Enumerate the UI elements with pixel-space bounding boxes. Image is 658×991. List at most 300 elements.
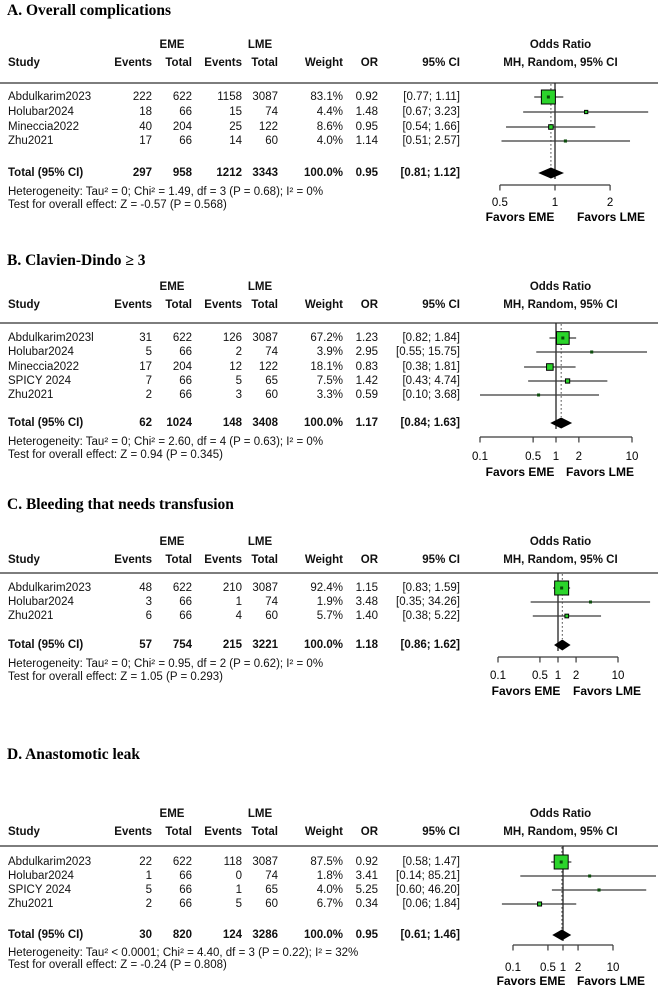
col-weight: Weight [304, 299, 343, 311]
ci-interval: [0.61; 1.46] [400, 929, 460, 941]
or-value: 5.25 [355, 884, 378, 896]
eme-events: 18 [139, 106, 152, 118]
eme-events: 48 [139, 582, 152, 594]
pooled-diamond [554, 640, 571, 651]
or-value: 0.92 [355, 856, 378, 868]
eme-total: 66 [179, 135, 192, 147]
col-study: Study [8, 826, 40, 838]
lme-total: 3087 [252, 582, 278, 594]
col-lme-events: Events [204, 57, 242, 69]
col-or: OR [360, 57, 378, 69]
forest-plot-graph [463, 490, 658, 730]
favors-left-label: Favors EME [485, 465, 555, 479]
lme-total: 3087 [252, 91, 278, 103]
axis-tick-label: 0.5 [525, 451, 542, 463]
eme-total: 958 [172, 167, 192, 179]
plot-header-measure: Odds Ratio [529, 808, 592, 820]
total-row [8, 416, 460, 430]
weight: 100.0% [303, 639, 343, 651]
study-name: Holubar2024 [8, 596, 74, 608]
lme-events: 0 [235, 870, 242, 882]
eme-events: 62 [139, 417, 152, 429]
lme-total: 74 [265, 870, 278, 882]
lme-events: 1 [235, 884, 242, 896]
study-row-holubar2024 [8, 345, 460, 359]
overall-effect-note: Test for overall effect: Z = 1.05 (P = 0.293) [8, 671, 223, 683]
effect-square-mineccia2022 [549, 125, 554, 130]
lme-total: 3087 [252, 332, 278, 344]
eme-total: 754 [172, 639, 192, 651]
pooled-diamond [538, 168, 564, 179]
pooled-diamond [552, 930, 571, 941]
eme-total: 66 [179, 870, 192, 882]
eme-events: 30 [139, 929, 152, 941]
study-name: Holubar2024 [8, 346, 74, 358]
log-axis [498, 657, 618, 663]
lme-total: 60 [265, 610, 278, 622]
panel-bleeding-transfusion [0, 490, 658, 730]
or-value: 2.95 [355, 346, 378, 358]
or-value: 1.14 [355, 135, 378, 147]
ci-interval: [0.67; 3.23] [402, 106, 460, 118]
eme-total: 204 [172, 121, 192, 133]
axis-tick-label: 1 [551, 197, 559, 209]
column-header-row [8, 553, 460, 567]
eme-events: 22 [139, 856, 152, 868]
or-value: 0.95 [355, 121, 378, 133]
study-row-zhu2021 [8, 897, 460, 911]
col-weight: Weight [304, 554, 343, 566]
col-study: Study [8, 299, 40, 311]
col-study: Study [8, 57, 40, 69]
col-eme-total: Total [165, 57, 192, 69]
eme-total: 66 [179, 389, 192, 401]
lme-events: 2 [235, 346, 242, 358]
effect-square-holubar2024 [589, 601, 592, 604]
col-ci: 95% CI [422, 57, 460, 69]
ci-interval: [0.51; 2.57] [402, 135, 460, 147]
point-estimate-dot [560, 587, 563, 590]
study-name: Holubar2024 [8, 870, 74, 882]
group-header-lme: LME [247, 39, 273, 51]
study-name: Abdulkarim2023 [8, 856, 92, 868]
effect-square-holubar2024 [585, 110, 588, 113]
panel-title: A. Overall complications [7, 2, 172, 19]
log-axis [513, 945, 613, 951]
eme-total: 66 [179, 346, 192, 358]
lme-total: 74 [265, 106, 278, 118]
lme-total: 60 [265, 389, 278, 401]
point-estimate-dot [547, 96, 550, 99]
eme-total: 622 [172, 91, 192, 103]
plot-header-model: MH, Random, 95% CI [503, 826, 618, 838]
eme-total: 622 [172, 582, 192, 594]
study-row-mineccia2022 [8, 360, 460, 374]
ci-interval: [0.84; 1.63] [400, 417, 460, 429]
axis-tick-label: 0.1 [490, 670, 506, 682]
lme-events: 15 [229, 106, 242, 118]
study-name: Zhu2021 [8, 389, 54, 401]
axis-tick-label: 2 [606, 197, 614, 209]
lme-events: 5 [235, 375, 242, 387]
weight: 100.0% [303, 167, 343, 179]
lme-total: 60 [265, 898, 278, 910]
eme-total: 66 [179, 596, 192, 608]
axis-tick-label: 0.5 [539, 962, 556, 974]
col-eme-total: Total [165, 826, 192, 838]
lme-events: 4 [235, 610, 242, 622]
weight: 6.7% [316, 898, 343, 910]
panel-clavien-dindo [0, 248, 658, 490]
ci-interval: [0.58; 1.47] [402, 856, 460, 868]
lme-total: 65 [265, 884, 278, 896]
col-lme-events: Events [204, 554, 242, 566]
study-row-spicy-2024 [8, 374, 460, 388]
study-name: Total (95% CI) [8, 929, 84, 941]
lme-events: 14 [229, 135, 242, 147]
col-or: OR [360, 554, 378, 566]
eme-total: 66 [179, 898, 192, 910]
eme-total: 1024 [166, 417, 192, 429]
ci-interval: [0.86; 1.62] [400, 639, 460, 651]
ci-interval: [0.77; 1.11] [403, 91, 460, 103]
or-value: 0.59 [355, 389, 378, 401]
eme-total: 622 [172, 332, 192, 344]
axis-tick-label: 0.5 [531, 670, 548, 682]
eme-events: 2 [145, 389, 152, 401]
lme-total: 65 [265, 375, 278, 387]
group-header-eme: EME [159, 536, 185, 548]
lme-events: 1212 [216, 167, 242, 179]
study-name: Abdulkarim2023 [8, 91, 92, 103]
lme-events: 25 [229, 121, 242, 133]
lme-total: 3286 [252, 929, 278, 941]
study-name: Holubar2024 [8, 106, 74, 118]
effect-square-holubar2024 [588, 875, 591, 878]
total-row [8, 166, 460, 180]
or-value: 0.83 [355, 361, 378, 373]
lme-events: 124 [222, 929, 242, 941]
group-header-lme: LME [247, 281, 273, 293]
log-axis [500, 185, 610, 191]
heterogeneity-note: Heterogeneity: Tau² = 0; Chi² = 2.60, df = 4 (P = 0.63); I² = 0% [8, 436, 324, 448]
or-value: 1.40 [355, 610, 378, 622]
study-row-holubar2024 [8, 105, 460, 119]
forest-plot-graph [463, 730, 658, 991]
study-name: Mineccia2022 [8, 121, 79, 133]
effect-square-zhu2021 [564, 139, 567, 142]
or-value: 3.48 [355, 596, 378, 608]
weight: 1.9% [316, 596, 343, 608]
axis-tick-label: 2 [575, 451, 583, 463]
lme-total: 122 [258, 361, 278, 373]
overall-effect-note: Test for overall effect: Z = -0.24 (P = 0.808) [8, 959, 227, 971]
col-eme-total: Total [165, 299, 192, 311]
col-eme-events: Events [114, 554, 152, 566]
weight: 4.0% [316, 884, 343, 896]
or-value: 0.95 [355, 167, 378, 179]
group-header-eme: EME [159, 281, 185, 293]
plot-header-measure: Odds Ratio [529, 281, 592, 293]
axis-tick-label: 2 [574, 962, 582, 974]
favors-left-label: Favors EME [496, 974, 566, 988]
or-value: 3.41 [355, 870, 378, 882]
col-eme-total: Total [165, 554, 192, 566]
eme-events: 57 [139, 639, 152, 651]
col-or: OR [360, 826, 378, 838]
study-row-spicy-2024 [8, 883, 460, 897]
weight: 83.1% [310, 91, 343, 103]
eme-total: 66 [179, 610, 192, 622]
lme-total: 3408 [252, 417, 278, 429]
lme-total: 74 [265, 596, 278, 608]
point-estimate-dot [561, 337, 564, 340]
ci-interval: [0.38; 5.22] [402, 610, 460, 622]
axis-tick-label: 0.1 [505, 962, 521, 974]
ci-interval: [0.82; 1.84] [402, 332, 460, 344]
eme-events: 5 [145, 884, 152, 896]
weight: 92.4% [310, 582, 343, 594]
point-estimate-dot [560, 861, 563, 864]
weight: 87.5% [310, 856, 343, 868]
or-value: 0.92 [355, 91, 378, 103]
lme-events: 215 [222, 639, 242, 651]
lme-total: 74 [265, 346, 278, 358]
lme-events: 148 [222, 417, 242, 429]
lme-events: 118 [223, 856, 242, 868]
col-eme-events: Events [114, 57, 152, 69]
column-header-row [8, 825, 460, 839]
study-row-abdulkarim2023l [8, 331, 460, 345]
total-row [8, 638, 460, 652]
total-row [8, 928, 460, 942]
eme-total: 66 [179, 884, 192, 896]
eme-events: 17 [139, 361, 152, 373]
weight: 67.2% [310, 332, 343, 344]
ci-interval: [0.35; 34.26] [396, 596, 460, 608]
weight: 4.4% [316, 106, 343, 118]
panel-title: C. Bleeding that needs transfusion [7, 496, 234, 513]
col-eme-events: Events [114, 299, 152, 311]
group-header-lme: LME [247, 808, 273, 820]
effect-square-spicy-2024 [597, 888, 600, 891]
panel-overall-complications [0, 0, 658, 248]
heterogeneity-note: Heterogeneity: Tau² = 0; Chi² = 1.49, df = 3 (P = 0.68); I² = 0% [8, 186, 324, 198]
study-name: Abdulkarim2023l [8, 332, 94, 344]
col-ci: 95% CI [422, 826, 460, 838]
study-name: Zhu2021 [8, 610, 54, 622]
weight: 4.0% [316, 135, 343, 147]
weight: 7.5% [316, 375, 343, 387]
eme-events: 5 [145, 346, 152, 358]
axis-tick-label: 10 [625, 451, 639, 463]
col-lme-total: Total [251, 554, 278, 566]
eme-events: 297 [132, 167, 152, 179]
effect-square-mineccia2022 [547, 364, 554, 371]
col-lme-total: Total [251, 826, 278, 838]
eme-total: 820 [172, 929, 192, 941]
col-or: OR [360, 299, 378, 311]
study-row-holubar2024 [8, 869, 460, 883]
col-eme-events: Events [114, 826, 152, 838]
ci-interval: [0.55; 15.75] [396, 346, 460, 358]
lme-events: 126 [222, 332, 242, 344]
ci-interval: [0.14; 85.21] [396, 870, 460, 882]
favors-right-label: Favors LME [572, 684, 642, 698]
effect-square-spicy-2024 [565, 379, 569, 383]
eme-events: 1 [145, 870, 152, 882]
weight: 3.9% [316, 346, 343, 358]
group-header-eme: EME [159, 39, 185, 51]
or-value: 1.15 [355, 582, 378, 594]
eme-total: 622 [172, 856, 192, 868]
study-row-abdulkarim2023 [8, 855, 460, 869]
overall-effect-note: Test for overall effect: Z = 0.94 (P = 0.345) [8, 449, 223, 461]
axis-tick-label: 10 [606, 962, 620, 974]
study-row-abdulkarim2023 [8, 581, 460, 595]
ci-interval: [0.83; 1.59] [402, 582, 460, 594]
study-row-mineccia2022 [8, 120, 460, 134]
plot-header-model: MH, Random, 95% CI [503, 554, 618, 566]
study-row-holubar2024 [8, 595, 460, 609]
eme-total: 66 [179, 106, 192, 118]
study-name: SPICY 2024 [8, 375, 72, 387]
pooled-diamond [550, 418, 572, 429]
favors-right-label: Favors LME [576, 974, 646, 988]
lme-events: 210 [222, 582, 242, 594]
effect-square-zhu2021 [538, 902, 542, 906]
plot-header-measure: Odds Ratio [529, 39, 592, 51]
column-header-row [8, 56, 460, 70]
or-value: 1.42 [355, 375, 378, 387]
axis-tick-label: 10 [611, 670, 625, 682]
favors-right-label: Favors LME [576, 210, 646, 224]
eme-events: 2 [145, 898, 152, 910]
effect-square-holubar2024 [590, 350, 593, 353]
or-value: 0.34 [355, 898, 378, 910]
weight: 1.8% [316, 870, 343, 882]
ci-interval: [0.43; 4.74] [402, 375, 460, 387]
study-name: Abdulkarim2023 [8, 582, 92, 594]
ci-interval: [0.06; 1.84] [402, 898, 460, 910]
panel-title: D. Anastomotic leak [7, 746, 141, 763]
favors-left-label: Favors EME [491, 684, 561, 698]
col-lme-total: Total [251, 299, 278, 311]
study-row-zhu2021 [8, 134, 460, 148]
col-weight: Weight [304, 57, 343, 69]
eme-events: 17 [139, 135, 152, 147]
eme-events: 6 [145, 610, 152, 622]
study-name: Zhu2021 [8, 898, 54, 910]
study-name: Total (95% CI) [8, 167, 84, 179]
panel-anastomotic-leak [0, 730, 658, 991]
heterogeneity-note: Heterogeneity: Tau² = 0; Chi² = 0.95, df = 2 (P = 0.62); I² = 0% [8, 658, 324, 670]
weight: 5.7% [316, 610, 343, 622]
col-study: Study [8, 554, 40, 566]
panel-title: B. Clavien-Dindo ≥ 3 [7, 252, 146, 269]
or-value: 1.48 [355, 106, 378, 118]
ci-interval: [0.54; 1.66] [402, 121, 460, 133]
eme-events: 222 [132, 91, 152, 103]
eme-events: 3 [145, 596, 152, 608]
study-row-zhu2021 [8, 388, 460, 402]
eme-events: 40 [139, 121, 152, 133]
lme-events: 1 [235, 596, 242, 608]
axis-tick-label: 1 [552, 451, 560, 463]
eme-events: 31 [139, 332, 152, 344]
eme-total: 66 [179, 375, 192, 387]
col-lme-events: Events [204, 826, 242, 838]
axis-tick-label: 1 [554, 670, 562, 682]
or-value: 1.17 [355, 417, 378, 429]
or-value: 1.18 [355, 639, 378, 651]
ci-interval: [0.81; 1.12] [400, 167, 460, 179]
heterogeneity-note: Heterogeneity: Tau² < 0.0001; Chi² = 4.40, df = 3 (P = 0.22); I² = 32% [8, 947, 359, 959]
plot-header-model: MH, Random, 95% CI [503, 299, 618, 311]
study-name: Zhu2021 [8, 135, 54, 147]
col-ci: 95% CI [422, 299, 460, 311]
axis-tick-label: 2 [572, 670, 580, 682]
lme-events: 12 [229, 361, 242, 373]
lme-total: 3221 [252, 639, 278, 651]
lme-total: 3087 [252, 856, 278, 868]
ci-interval: [0.10; 3.68] [402, 389, 460, 401]
col-lme-total: Total [251, 57, 278, 69]
lme-events: 1158 [217, 91, 242, 103]
weight: 18.1% [310, 361, 343, 373]
effect-square-zhu2021 [565, 614, 569, 618]
group-header-lme: LME [247, 536, 273, 548]
forest-plot-graph [463, 248, 658, 490]
log-axis [480, 437, 632, 443]
study-name: Total (95% CI) [8, 417, 84, 429]
weight: 100.0% [303, 929, 343, 941]
weight: 8.6% [316, 121, 343, 133]
plot-header-measure: Odds Ratio [529, 536, 592, 548]
col-weight: Weight [304, 826, 343, 838]
lme-events: 5 [235, 898, 242, 910]
study-name: Total (95% CI) [8, 639, 84, 651]
col-ci: 95% CI [422, 554, 460, 566]
lme-total: 3343 [252, 167, 278, 179]
lme-events: 3 [235, 389, 242, 401]
favors-left-label: Favors EME [485, 210, 555, 224]
lme-total: 60 [265, 135, 278, 147]
ci-interval: [0.38; 1.81] [402, 361, 460, 373]
group-header-eme: EME [159, 808, 185, 820]
col-lme-events: Events [204, 299, 242, 311]
study-name: SPICY 2024 [8, 884, 72, 896]
lme-total: 122 [258, 121, 278, 133]
axis-tick-label: 0.5 [491, 197, 508, 209]
effect-square-zhu2021 [537, 394, 540, 397]
study-row-zhu2021 [8, 609, 460, 623]
weight: 100.0% [303, 417, 343, 429]
column-header-row [8, 298, 460, 312]
eme-total: 204 [172, 361, 192, 373]
axis-tick-label: 1 [559, 962, 567, 974]
forest-plot-graph [463, 0, 658, 248]
or-value: 0.95 [355, 929, 378, 941]
ci-interval: [0.60; 46.20] [396, 884, 460, 896]
plot-header-model: MH, Random, 95% CI [503, 57, 618, 69]
study-row-abdulkarim2023 [8, 90, 460, 104]
axis-tick-label: 0.1 [472, 451, 488, 463]
eme-events: 7 [145, 375, 152, 387]
or-value: 1.23 [355, 332, 378, 344]
favors-right-label: Favors LME [565, 465, 635, 479]
study-name: Mineccia2022 [8, 361, 79, 373]
